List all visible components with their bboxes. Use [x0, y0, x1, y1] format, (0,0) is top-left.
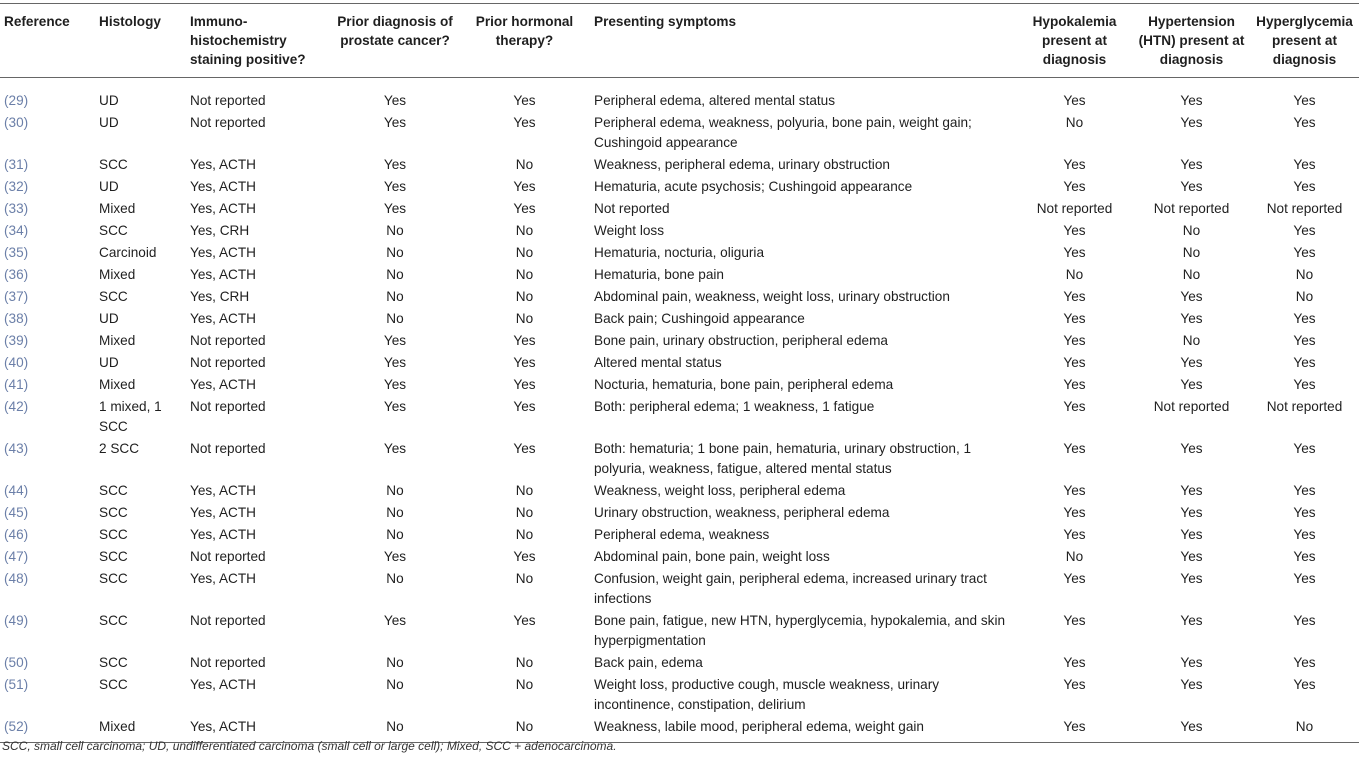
cell-prior-diagnosis: No: [386, 245, 404, 260]
cell-reference: [0, 438, 95, 480]
table-row: [0, 610, 1359, 652]
reference-link[interactable]: (44): [4, 483, 29, 498]
cell-symptoms: Weakness, peripheral edema, urinary obstruction: [594, 157, 890, 172]
cell-prior-diagnosis: Yes: [383, 355, 407, 370]
cell-ihc: Yes, ACTH: [190, 179, 256, 194]
table-row: [0, 502, 1359, 524]
cell-hypertension: Yes: [1180, 157, 1203, 172]
cell-prior-diagnosis: No: [386, 571, 404, 586]
col-header-hypertension: Hypertension (HTN) present at diagnosis: [1133, 4, 1250, 78]
cell-ihc: Not reported: [190, 399, 266, 414]
table-row: [0, 112, 1359, 154]
col-header-reference: Reference: [0, 4, 95, 78]
cell-prior-diagnosis: No: [331, 716, 459, 743]
cell-histology: SCC: [99, 655, 128, 670]
cell-hyperglycemia: Not reported: [1266, 201, 1343, 216]
cell-prior-diagnosis: No: [386, 267, 404, 282]
cell-prior-hormonal: Yes: [513, 115, 536, 130]
cell-symptoms: Peripheral edema, altered mental status: [594, 93, 836, 108]
cell-reference: [0, 286, 95, 308]
cell-prior-diagnosis: Yes: [383, 549, 407, 564]
cell-symptoms: Abdominal pain, weakness, weight loss, urinary obstruction: [594, 289, 950, 304]
cell-hypertension: Yes: [1180, 377, 1203, 392]
table-body: [0, 78, 1359, 743]
cell-symptoms: Peripheral edema, weakness, polyuria, bone pain, weight gain; Cushingoid appearance: [594, 115, 972, 150]
cell-prior-diagnosis: No: [386, 223, 404, 238]
cell-hypertension: Yes: [1180, 311, 1203, 326]
cell-reference: [0, 568, 95, 610]
cell-ihc: Yes, ACTH: [190, 267, 256, 282]
cell-hyperglycemia: No: [1295, 289, 1314, 304]
cell-hypertension: Yes: [1180, 93, 1203, 108]
cell-symptoms: Not reported: [594, 201, 670, 216]
cell-prior-hormonal: No: [515, 289, 534, 304]
cell-hypokalemia: Yes: [1063, 377, 1086, 392]
reference-link[interactable]: (32): [4, 179, 29, 194]
cell-hyperglycemia: Yes: [1293, 157, 1316, 172]
reference-link[interactable]: (36): [4, 267, 29, 282]
cell-ihc: Yes, ACTH: [190, 245, 256, 260]
cell-hypokalemia: Yes: [1063, 289, 1086, 304]
cell-histology: UD: [99, 355, 119, 370]
cell-hypertension: No: [1182, 223, 1201, 238]
cell-hyperglycemia: Yes: [1293, 549, 1316, 564]
reference-link[interactable]: (45): [4, 505, 29, 520]
reference-link[interactable]: (42): [4, 399, 29, 414]
cell-hyperglycemia: No: [1250, 716, 1359, 743]
cell-ihc: Not reported: [190, 93, 266, 108]
cell-ihc: Yes, ACTH: [190, 505, 256, 520]
cell-symptoms: Hematuria, nocturia, oliguria: [594, 245, 765, 260]
cell-hypertension: Yes: [1180, 677, 1203, 692]
cell-histology: SCC: [99, 223, 128, 238]
col-header-prior-diagnosis: Prior diagnosis of prostate cancer?: [331, 4, 459, 78]
cell-reference: [0, 330, 95, 352]
cell-reference: [0, 610, 95, 652]
table-row: [0, 652, 1359, 674]
cell-histology: SCC: [99, 289, 128, 304]
reference-link[interactable]: (35): [4, 245, 29, 260]
cell-ihc: Yes, ACTH: [190, 201, 256, 216]
cell-prior-hormonal: Yes: [513, 93, 536, 108]
cell-ihc: Not reported: [190, 441, 266, 456]
cell-histology: UD: [99, 179, 119, 194]
cell-prior-diagnosis: Yes: [383, 157, 407, 172]
cell-hypertension: Not reported: [1153, 399, 1230, 414]
cell-reference: [0, 198, 95, 220]
cell-prior-diagnosis: Yes: [383, 115, 407, 130]
reference-link[interactable]: (30): [4, 115, 29, 130]
cell-prior-hormonal: Yes: [513, 613, 536, 628]
cell-reference: [0, 652, 95, 674]
cell-hypokalemia: Yes: [1063, 157, 1086, 172]
col-header-symptoms: Presenting symptoms: [590, 4, 1016, 78]
cell-reference: [0, 374, 95, 396]
cell-ihc: Not reported: [190, 333, 266, 348]
cell-symptoms: Altered mental status: [594, 355, 722, 370]
cell-ihc: Yes, ACTH: [190, 377, 256, 392]
cell-reference: [0, 524, 95, 546]
cell-reference: [0, 176, 95, 198]
cell-hypertension: Yes: [1180, 115, 1203, 130]
cell-hypokalemia: No: [1065, 549, 1084, 564]
cell-reference: [0, 308, 95, 330]
cell-prior-hormonal: Yes: [513, 399, 536, 414]
cell-symptoms: Weakness, labile mood, peripheral edema, weight gain: [590, 716, 1016, 743]
cell-symptoms: Both: hematuria; 1 bone pain, hematuria, urinary obstruction, 1 polyuria, weakness, fatigue, altered mental status: [594, 441, 972, 476]
cell-ihc: Yes, ACTH: [190, 483, 256, 498]
cell-reference: [0, 674, 95, 716]
cell-hypertension: Yes: [1180, 179, 1203, 194]
col-header-hypokalemia: Hypokalemia present at diagnosis: [1016, 4, 1133, 78]
cell-prior-diagnosis: No: [386, 289, 404, 304]
cell-hypokalemia: No: [1065, 115, 1084, 130]
cell-hypertension: No: [1182, 333, 1201, 348]
cell-prior-hormonal: No: [459, 716, 590, 743]
cell-symptoms: Nocturia, hematuria, bone pain, peripheral edema: [594, 377, 894, 392]
cell-prior-hormonal: Yes: [513, 441, 536, 456]
cell-histology: SCC: [99, 677, 128, 692]
cell-hyperglycemia: Yes: [1293, 677, 1316, 692]
table-row: [0, 546, 1359, 568]
col-header-ihc: Immuno-histochemistry staining positive?: [186, 4, 331, 78]
cell-hyperglycemia: Yes: [1293, 571, 1316, 586]
cell-hyperglycemia: Yes: [1293, 223, 1316, 238]
cell-hypokalemia: Yes: [1063, 333, 1086, 348]
cell-hypertension: Yes: [1180, 355, 1203, 370]
case-table: [0, 3, 1359, 743]
cell-hyperglycemia: Yes: [1293, 655, 1316, 670]
cell-prior-hormonal: No: [515, 223, 534, 238]
table-footnote: SCC, small cell carcinoma; UD, undifferentiated carcinoma (small cell or large cell); Mixed, SCC + adenocarcinoma.: [2, 739, 617, 753]
reference-link[interactable]: (34): [4, 223, 29, 238]
cell-hypokalemia: Yes: [1063, 505, 1086, 520]
cell-hypertension: Yes: [1180, 441, 1203, 456]
cell-histology: Mixed: [99, 333, 136, 348]
cell-prior-diagnosis: Yes: [383, 201, 407, 216]
cell-histology: UD: [99, 311, 119, 326]
cell-hyperglycemia: Yes: [1293, 245, 1316, 260]
cell-histology: SCC: [99, 157, 128, 172]
cell-ihc: Yes, ACTH: [190, 677, 256, 692]
cell-hypertension: Yes: [1133, 716, 1250, 743]
cell-hypokalemia: No: [1065, 267, 1084, 282]
table-row: [0, 524, 1359, 546]
cell-hyperglycemia: Yes: [1293, 93, 1316, 108]
cell-prior-hormonal: Yes: [513, 355, 536, 370]
cell-reference: [0, 264, 95, 286]
cell-histology: SCC: [99, 527, 128, 542]
cell-symptoms: Hematuria, acute psychosis; Cushingoid appearance: [594, 179, 913, 194]
table-row: [0, 438, 1359, 480]
table-row: [0, 220, 1359, 242]
cell-symptoms: Abdominal pain, bone pain, weight loss: [594, 549, 830, 564]
cell-prior-diagnosis: No: [386, 527, 404, 542]
cell-reference: [0, 546, 95, 568]
cell-ihc: Yes, ACTH: [190, 571, 256, 586]
cell-symptoms: Urinary obstruction, weakness, peripheral edema: [594, 505, 890, 520]
cell-symptoms: Back pain, edema: [594, 655, 703, 670]
cell-hypertension: Yes: [1180, 505, 1203, 520]
cell-histology: SCC: [99, 505, 128, 520]
cell-histology: Mixed: [99, 377, 136, 392]
cell-hyperglycemia: Yes: [1293, 355, 1316, 370]
reference-link[interactable]: (29): [4, 93, 29, 108]
cell-hyperglycemia: Yes: [1293, 505, 1316, 520]
cell-hypertension: Yes: [1180, 655, 1203, 670]
cell-hypokalemia: Yes: [1063, 483, 1086, 498]
cell-hypokalemia: Yes: [1016, 716, 1133, 743]
cell-prior-diagnosis: Yes: [383, 399, 407, 414]
cell-prior-diagnosis: No: [386, 677, 404, 692]
cell-symptoms: Weight loss, productive cough, muscle weakness, urinary incontinence, constipation, delirium: [594, 677, 940, 712]
cell-hyperglycemia: Yes: [1293, 333, 1316, 348]
cell-hypokalemia: Yes: [1063, 355, 1086, 370]
cell-prior-diagnosis: Yes: [383, 179, 407, 194]
cell-prior-hormonal: Yes: [513, 179, 536, 194]
cell-prior-diagnosis: No: [386, 505, 404, 520]
cell-reference: [0, 154, 95, 176]
table-row: [0, 352, 1359, 374]
table-row: [0, 396, 1359, 438]
cell-hypertension: Yes: [1180, 613, 1203, 628]
table-row: [0, 78, 1359, 113]
cell-ihc: Yes, ACTH: [190, 527, 256, 542]
cell-symptoms: Bone pain, urinary obstruction, peripheral edema: [594, 333, 888, 348]
cell-symptoms: Peripheral edema, weakness: [594, 527, 770, 542]
cell-ihc: Not reported: [190, 115, 266, 130]
reference-link[interactable]: (51): [4, 677, 29, 692]
cell-hyperglycemia: Yes: [1293, 179, 1316, 194]
cell-reference: [0, 78, 95, 113]
cell-hypertension: No: [1182, 267, 1201, 282]
cell-ihc: Yes, ACTH: [190, 157, 256, 172]
cell-prior-hormonal: No: [515, 505, 534, 520]
cell-hypokalemia: Yes: [1063, 179, 1086, 194]
cell-histology: Carcinoid: [99, 245, 157, 260]
cell-hypertension: Yes: [1180, 571, 1203, 586]
cell-reference: [0, 112, 95, 154]
cell-hypokalemia: Yes: [1063, 677, 1086, 692]
col-header-prior-hormonal: Prior hormonal therapy?: [459, 4, 590, 78]
cell-symptoms: Back pain; Cushingoid appearance: [594, 311, 805, 326]
cell-hypokalemia: Yes: [1063, 245, 1086, 260]
cell-hyperglycemia: Yes: [1293, 311, 1316, 326]
cell-prior-hormonal: No: [515, 483, 534, 498]
cell-hyperglycemia: Not reported: [1266, 399, 1343, 414]
cell-prior-diagnosis: Yes: [383, 441, 407, 456]
table-row: [0, 674, 1359, 716]
cell-histology: 2 SCC: [99, 441, 140, 456]
cell-reference: [0, 242, 95, 264]
cell-prior-diagnosis: No: [386, 483, 404, 498]
cell-hypokalemia: Yes: [1063, 93, 1086, 108]
cell-prior-hormonal: No: [515, 655, 534, 670]
reference-link[interactable]: (43): [4, 441, 29, 456]
cell-prior-hormonal: No: [515, 527, 534, 542]
cell-prior-hormonal: No: [515, 157, 534, 172]
reference-link[interactable]: (41): [4, 377, 29, 392]
cell-prior-hormonal: No: [515, 267, 534, 282]
cell-reference: [0, 220, 95, 242]
cell-hypertension: Yes: [1180, 289, 1203, 304]
cell-prior-hormonal: No: [515, 245, 534, 260]
table-row: [0, 242, 1359, 264]
col-header-hyperglycemia: Hyperglycemia present at diagnosis: [1250, 4, 1359, 78]
cell-prior-hormonal: No: [515, 677, 534, 692]
reference-link[interactable]: (50): [4, 655, 29, 670]
cell-prior-diagnosis: No: [386, 311, 404, 326]
cell-ihc: Not reported: [190, 613, 266, 628]
cell-hypokalemia: Yes: [1063, 399, 1086, 414]
cell-hypokalemia: Yes: [1063, 311, 1086, 326]
cell-histology: SCC: [99, 613, 128, 628]
cell-hypertension: Yes: [1180, 549, 1203, 564]
cell-prior-hormonal: No: [515, 311, 534, 326]
reference-link[interactable]: (37): [4, 289, 29, 304]
cell-hypokalemia: Yes: [1063, 441, 1086, 456]
cell-histology: SCC: [99, 549, 128, 564]
reference-link[interactable]: (33): [4, 201, 29, 216]
cell-prior-diagnosis: No: [386, 655, 404, 670]
cell-hypokalemia: Yes: [1063, 655, 1086, 670]
cell-symptoms: Hematuria, bone pain: [594, 267, 724, 282]
cell-hypokalemia: Yes: [1063, 613, 1086, 628]
reference-link[interactable]: (31): [4, 157, 29, 172]
cell-ihc: Yes, ACTH: [190, 311, 256, 326]
reference-link[interactable]: (52): [4, 719, 29, 734]
cell-prior-diagnosis: Yes: [383, 333, 407, 348]
table-row: [0, 264, 1359, 286]
cell-symptoms: Weight loss: [594, 223, 665, 238]
cell-hyperglycemia: Yes: [1293, 527, 1316, 542]
cell-prior-hormonal: Yes: [513, 549, 536, 564]
cell-ihc: Yes, CRH: [190, 223, 250, 238]
cell-histology: Mixed: [99, 267, 136, 282]
cell-symptoms: Both: peripheral edema; 1 weakness, 1 fatigue: [594, 399, 875, 414]
table-row: [0, 330, 1359, 352]
cell-ihc: Not reported: [190, 355, 266, 370]
cell-prior-hormonal: No: [515, 571, 534, 586]
cell-histology: SCC: [99, 483, 128, 498]
table-row: [0, 374, 1359, 396]
cell-hypokalemia: Yes: [1063, 223, 1086, 238]
header-row: [0, 4, 1359, 78]
reference-link[interactable]: (38): [4, 311, 29, 326]
cell-hypokalemia: Not reported: [1036, 201, 1113, 216]
cell-hyperglycemia: Yes: [1293, 613, 1316, 628]
cell-histology: UD: [99, 115, 119, 130]
reference-link[interactable]: (40): [4, 355, 29, 370]
cell-hypokalemia: Yes: [1063, 571, 1086, 586]
cell-histology: UD: [99, 93, 119, 108]
table-row: [0, 286, 1359, 308]
col-header-histology: Histology: [95, 4, 186, 78]
cell-reference: [0, 396, 95, 438]
table-row: [0, 154, 1359, 176]
table-row: [0, 198, 1359, 220]
cell-hypertension: Not reported: [1153, 201, 1230, 216]
table-row: [0, 176, 1359, 198]
cell-prior-hormonal: Yes: [513, 377, 536, 392]
cell-reference: [0, 502, 95, 524]
cell-ihc: Yes, ACTH: [186, 716, 331, 743]
cell-hyperglycemia: Yes: [1293, 441, 1316, 456]
cell-hypertension: Yes: [1180, 527, 1203, 542]
cell-histology: Mixed: [99, 201, 136, 216]
cell-histology: 1 mixed, 1 SCC: [99, 399, 162, 434]
cell-hypertension: Yes: [1180, 483, 1203, 498]
cell-hyperglycemia: Yes: [1293, 483, 1316, 498]
cell-symptoms: Weakness, weight loss, peripheral edema: [594, 483, 846, 498]
table-row: [0, 568, 1359, 610]
cell-reference: [0, 480, 95, 502]
cell-hyperglycemia: Yes: [1293, 115, 1316, 130]
reference-link[interactable]: (46): [4, 527, 29, 542]
cell-prior-hormonal: Yes: [513, 333, 536, 348]
cell-ihc: Not reported: [190, 549, 266, 564]
reference-link[interactable]: (39): [4, 333, 29, 348]
table-row: [0, 480, 1359, 502]
reference-link[interactable]: (49): [4, 613, 29, 628]
cell-symptoms: Bone pain, fatigue, new HTN, hyperglycemia, hypokalemia, and skin hyperpigmentation: [594, 613, 1006, 648]
reference-link[interactable]: (48): [4, 571, 29, 586]
cell-hyperglycemia: Yes: [1293, 377, 1316, 392]
table-row: [0, 308, 1359, 330]
cell-reference: [0, 352, 95, 374]
cell-hyperglycemia: No: [1295, 267, 1314, 282]
cell-hypokalemia: Yes: [1063, 527, 1086, 542]
cell-prior-hormonal: Yes: [513, 201, 536, 216]
cell-ihc: Yes, CRH: [190, 289, 250, 304]
cell-ihc: Not reported: [190, 655, 266, 670]
cell-histology: Mixed: [95, 716, 186, 743]
cell-symptoms: Confusion, weight gain, peripheral edema, increased urinary tract infections: [594, 571, 987, 606]
reference-link[interactable]: (47): [4, 549, 29, 564]
cell-prior-diagnosis: Yes: [383, 93, 407, 108]
cell-hypertension: No: [1182, 245, 1201, 260]
cell-prior-diagnosis: Yes: [383, 377, 407, 392]
cell-histology: SCC: [99, 571, 128, 586]
cell-prior-diagnosis: Yes: [383, 613, 407, 628]
